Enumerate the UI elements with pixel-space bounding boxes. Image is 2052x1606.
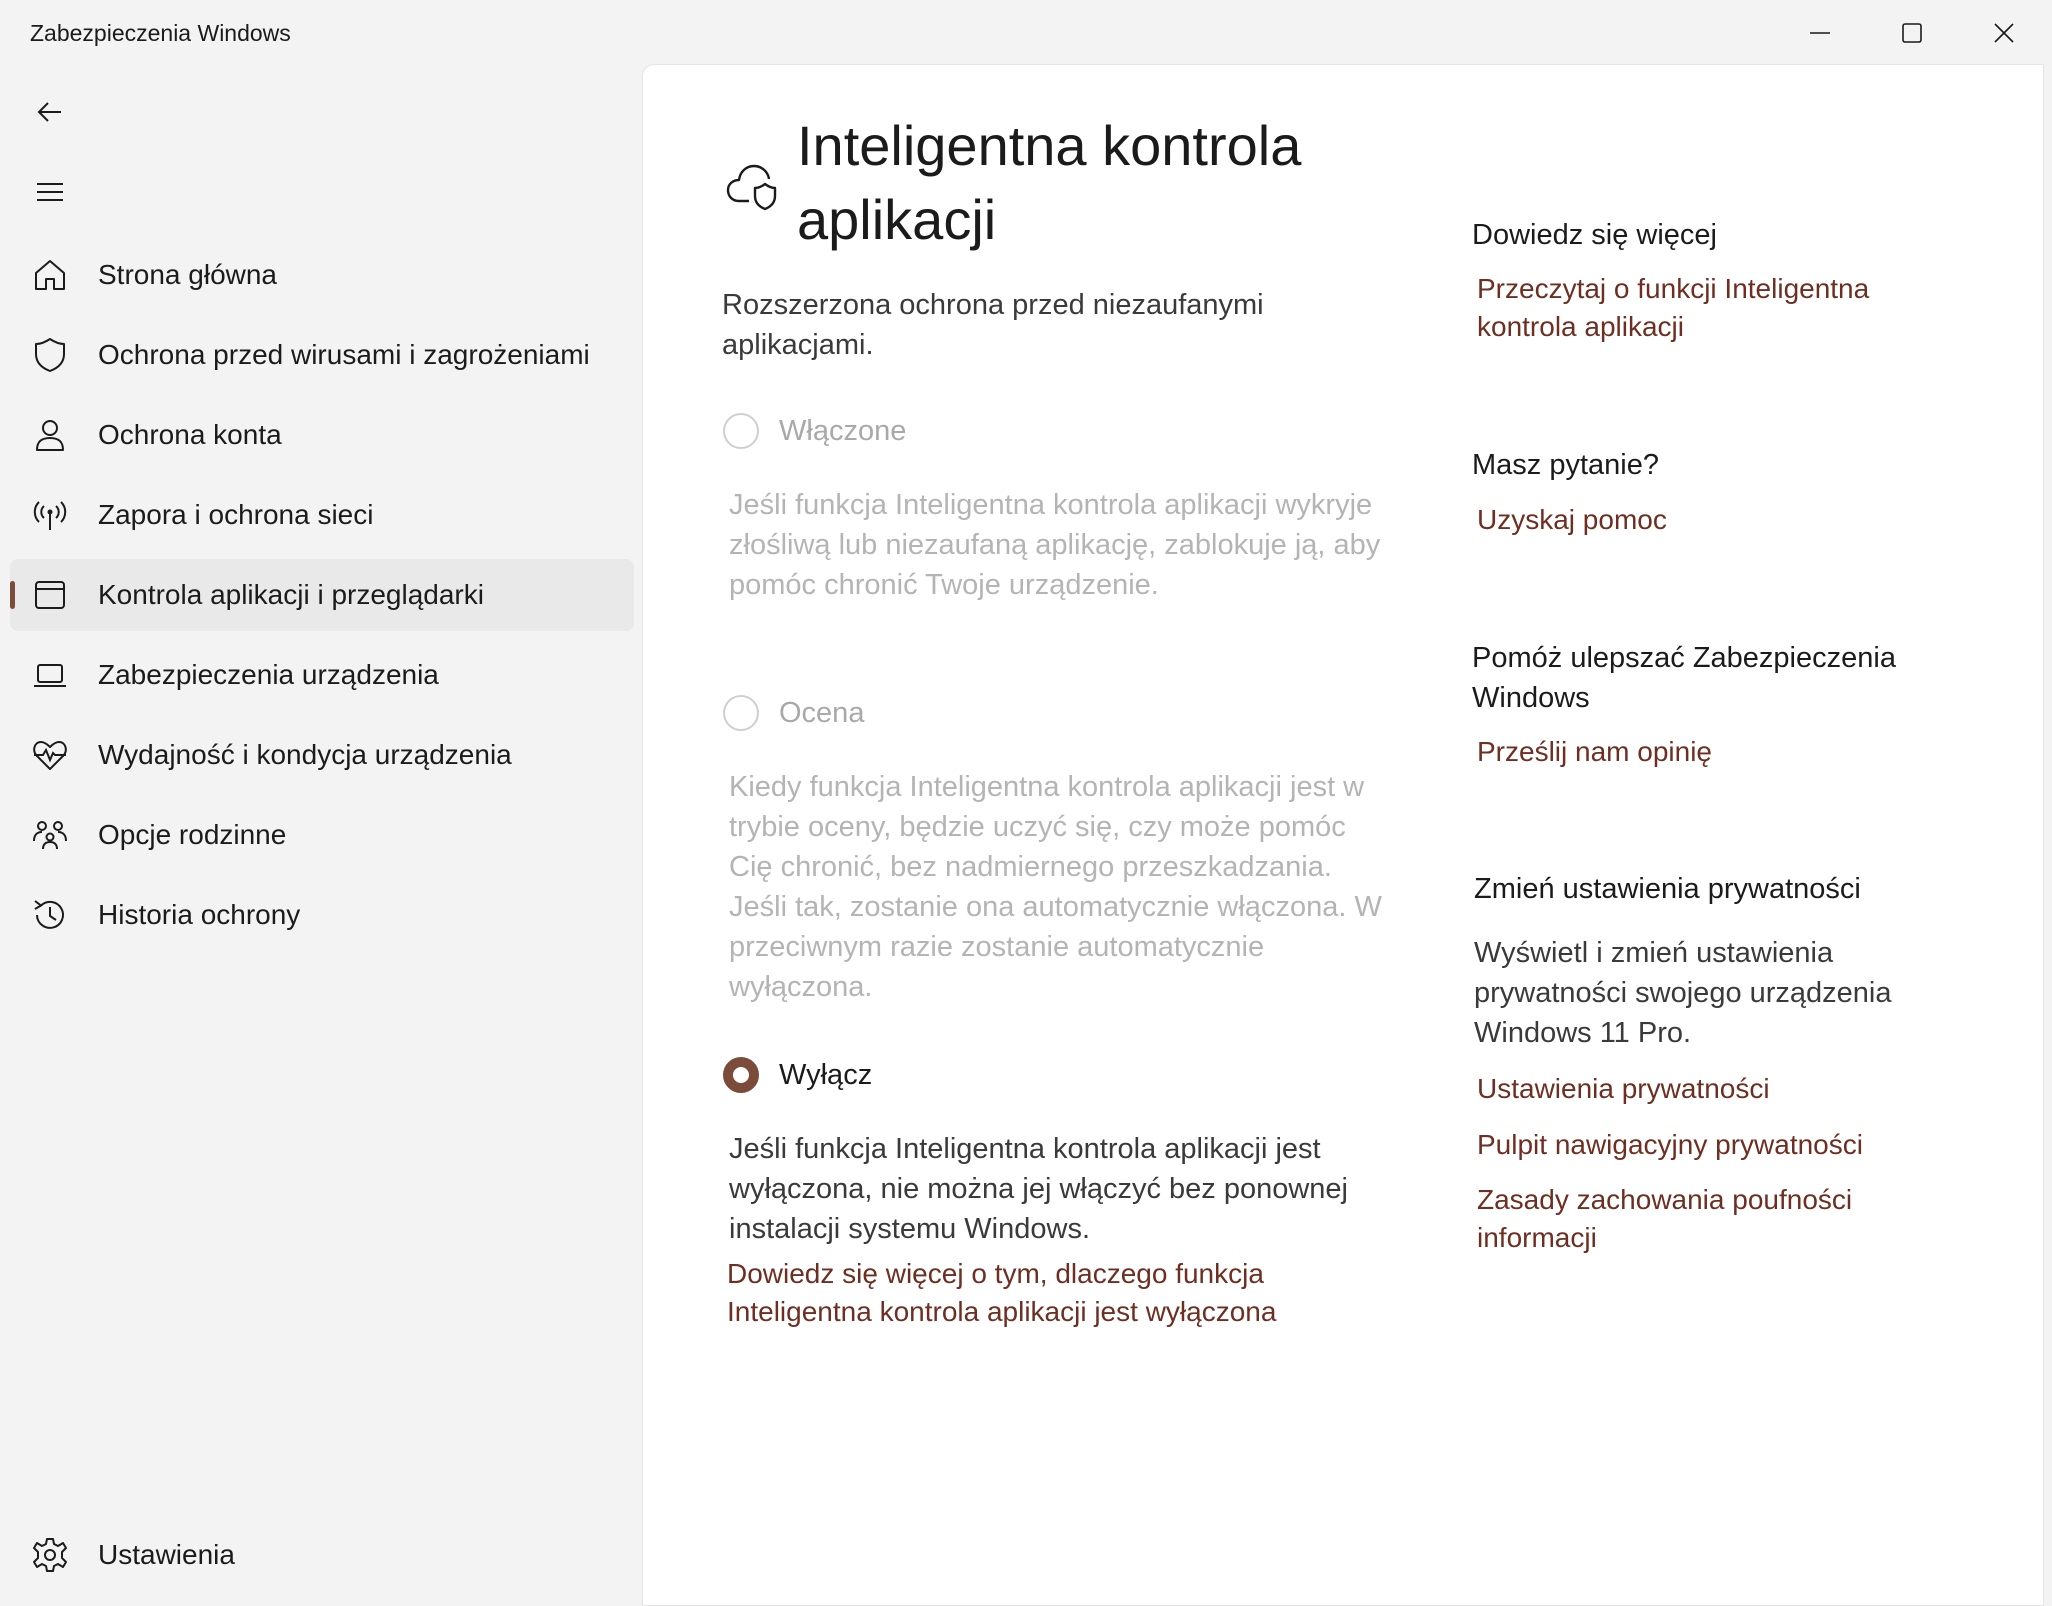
privacy-statement-link[interactable]: Zasady zachowania poufności informacji [1477, 1184, 1853, 1253]
laptop-icon [30, 655, 70, 695]
option-evaluation-label: Ocena [779, 696, 865, 729]
cloud-shield-icon [723, 153, 787, 217]
sidebar-item-app-browser-control[interactable] [10, 559, 634, 631]
antenna-icon [30, 495, 70, 535]
option-evaluation[interactable] [723, 695, 864, 731]
hamburger-icon [35, 177, 65, 207]
sidebar-item-protection-history[interactable] [10, 879, 634, 951]
app-window-icon [30, 575, 70, 615]
back-button[interactable] [28, 90, 72, 134]
sidebar-item-device-security[interactable] [10, 639, 634, 711]
app-title: Zabezpieczenia Windows [30, 20, 291, 46]
sidebar-item-virus-protection[interactable] [10, 319, 634, 391]
shield-icon [30, 335, 70, 375]
sidebar-item-home[interactable] [10, 239, 634, 311]
back-arrow-icon [35, 97, 65, 127]
privacy-settings-link[interactable]: Ustawienia prywatności [1477, 1073, 1770, 1104]
sidebar-item-label: Ochrona konta [98, 419, 282, 450]
active-indicator [10, 581, 15, 609]
privacy-text: Wyświetl i zmień ustawienia prywatności swojego urządzenia Windows 11 Pro. [1474, 937, 1892, 1049]
option-on[interactable] [723, 413, 906, 449]
gear-icon [30, 1535, 70, 1575]
send-feedback-link[interactable]: Prześlij nam opinię [1477, 736, 1712, 767]
option-off[interactable] [723, 1057, 872, 1093]
close-icon [1992, 21, 2016, 45]
question-heading: Masz pytanie? [1472, 449, 1659, 481]
history-icon [30, 895, 70, 935]
close-button[interactable] [1958, 0, 2050, 66]
radio-on[interactable] [723, 413, 759, 449]
feedback-heading: Pomóż ulepszać Zabezpieczenia Windows [1472, 642, 1896, 714]
home-icon [30, 255, 70, 295]
get-help-link[interactable]: Uzyskaj pomoc [1477, 504, 1667, 535]
off-learn-more-link[interactable]: Dowiedz się więcej o tym, dlaczego funkcja Inteligentna kontrola aplikacji jest wyłączona [727, 1258, 1277, 1327]
minimize-button[interactable] [1774, 0, 1866, 66]
title-bar [0, 0, 2052, 66]
heart-pulse-icon [30, 735, 70, 775]
maximize-button[interactable] [1866, 0, 1958, 66]
sidebar-item-label: Ochrona przed wirusami i zagrożeniami [98, 339, 590, 370]
option-on-label: Włączone [779, 414, 907, 447]
sidebar-item-label: Strona główna [98, 259, 278, 290]
sidebar-item-label: Opcje rodzinne [98, 819, 287, 850]
option-off-label: Wyłącz [779, 1058, 873, 1091]
sidebar-item-device-health[interactable] [10, 719, 634, 791]
sidebar-item-label: Zapora i ochrona sieci [98, 499, 374, 530]
maximize-icon [1900, 21, 1924, 45]
radio-off[interactable] [723, 1057, 759, 1093]
sidebar-item-account-protection[interactable] [10, 399, 634, 471]
content-panel [642, 64, 2044, 1606]
option-evaluation-description: Kiedy funkcja Inteligentna kontrola aplikacji jest w trybie oceny, będzie uczyć się, czy może pomóc Cię chronić, bez nadmiernego przeszkadzania. Jeśli tak, zostanie ona automatycznie włączona. W przeciwnym razie zostanie automatycznie wyłączona. [729, 771, 1382, 1003]
option-off-description: Jeśli funkcja Inteligentna kontrola aplikacji jest wyłączona, nie można jej włączyć bez ponownej instalacji systemu Windows. [729, 1133, 1348, 1245]
menu-button[interactable] [28, 170, 72, 214]
sidebar-item-family-options[interactable] [10, 799, 634, 871]
sidebar-item-firewall[interactable] [10, 479, 634, 551]
privacy-heading: Zmień ustawienia prywatności [1474, 873, 1861, 905]
family-icon [30, 815, 70, 855]
option-on-description: Jeśli funkcja Inteligentna kontrola aplikacji wykryje złośliwą lub niezaufaną aplikację, zablokuje ją, aby pomóc chronić Twoje urządzenie. [729, 489, 1381, 601]
read-about-link[interactable]: Przeczytaj o funkcji Inteligentna kontrola aplikacji [1477, 273, 1870, 342]
radio-evaluation[interactable] [723, 695, 759, 731]
sidebar-item-label: Zabezpieczenia urządzenia [98, 659, 439, 690]
sidebar-item-settings[interactable] [10, 1519, 634, 1591]
sidebar [0, 66, 642, 1604]
person-icon [30, 415, 70, 455]
settings-label: Ustawienia [98, 1539, 235, 1570]
sidebar-item-label: Wydajność i kondycja urządzenia [98, 739, 512, 770]
privacy-dashboard-link[interactable]: Pulpit nawigacyjny prywatności [1477, 1129, 1863, 1160]
sidebar-item-label: Historia ochrony [98, 899, 301, 930]
sidebar-item-label: Kontrola aplikacji i przeglądarki [98, 579, 484, 610]
page-subtitle: Rozszerzona ochrona przed niezaufanymi aplikacjami. [722, 289, 1264, 361]
minimize-icon [1808, 21, 1832, 45]
learn-more-heading: Dowiedz się więcej [1472, 219, 1717, 251]
page-title: Inteligentna kontrola aplikacji [797, 114, 1302, 251]
